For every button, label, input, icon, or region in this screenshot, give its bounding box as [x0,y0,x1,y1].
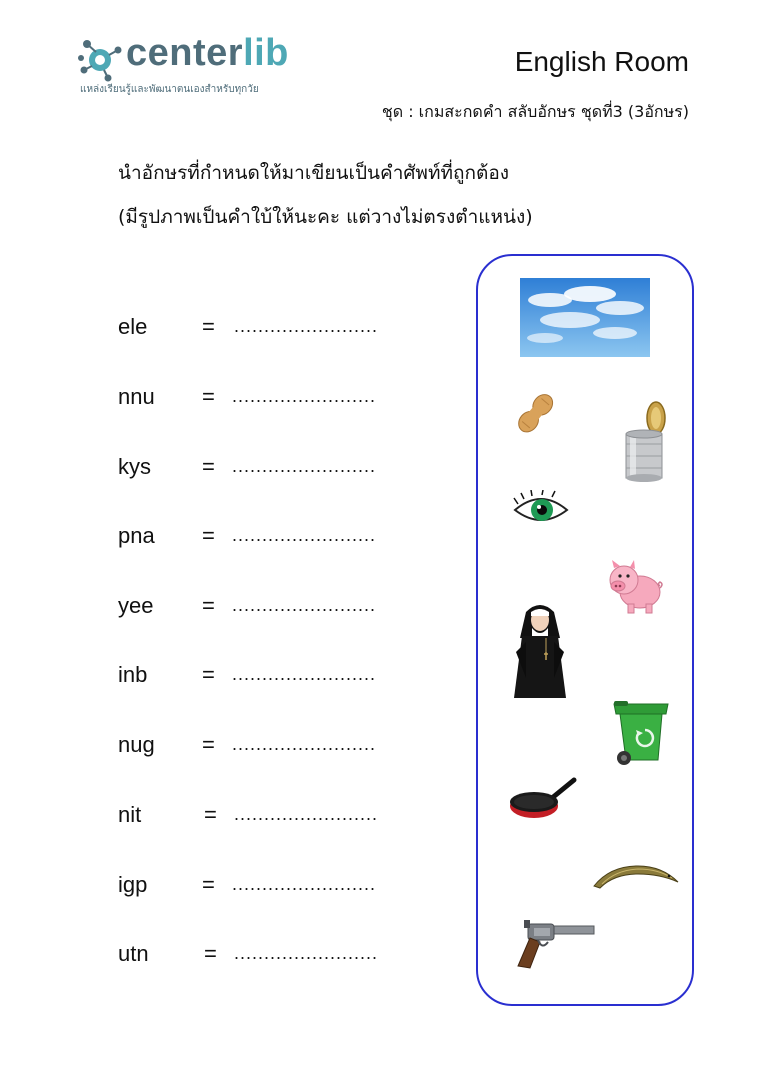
scrambled-word: nnu [118,384,155,409]
instruction-line-2: (มีรูปภาพเป็นคำใบ้ให้นะคะ แต่วางไม่ตรงตำแหน่ง) [118,206,533,228]
scrambled-word: utn [118,941,149,966]
scrambled-word: kys [118,454,151,479]
logo-name-part1: center [126,32,244,74]
equals-sign: = [202,872,215,897]
answer-blank[interactable]: ........................ [234,943,379,963]
eye-picture [512,490,570,530]
equals-sign: = [204,941,217,966]
eel-picture [590,852,682,892]
trash-bin-picture [612,700,670,768]
scrambled-word: pna [118,523,155,548]
logo-tagline: แหล่งเรียนรู้และพัฒนาตนเองสำหรับทุกวัย [80,84,259,95]
scrambled-word: nit [118,802,142,827]
centerlib-logo [78,34,308,100]
equals-sign: = [202,662,215,687]
equals-sign: = [202,314,215,339]
tin-can-picture [622,400,670,484]
frying-pan-picture [508,774,578,824]
worksheet-subtitle: ชุด : เกมสะกดคำ สลับอักษร ชุดที่3 (3อักษร) [381,102,689,121]
scrambled-word: ele [118,314,148,339]
answer-blank[interactable]: ........................ [234,804,379,824]
equals-sign: = [204,802,217,827]
answer-blank[interactable]: ........................ [232,386,377,406]
scrambled-word: nug [118,732,155,757]
logo-name-part2: lib [243,32,289,74]
answer-blank[interactable]: ........................ [232,456,377,476]
answer-blank[interactable]: ........................ [232,734,377,754]
equals-sign: = [202,732,215,757]
scrambled-word: yee [118,593,154,618]
instruction-line-1: นำอักษรที่กำหนดให้มาเขียนเป็นคำศัพท์ที่ถูกต้อง [118,162,510,184]
answer-blank[interactable]: ........................ [232,595,377,615]
peanut-picture [512,390,558,438]
picture-hint-box [476,254,694,1006]
equals-sign: = [202,523,215,548]
answer-blank[interactable]: ........................ [232,664,377,684]
pig-picture [604,558,664,616]
answer-blank[interactable]: ........................ [234,316,379,336]
page-title: English Room [514,46,689,77]
equals-sign: = [202,593,215,618]
equals-sign: = [202,384,215,409]
equals-sign: = [202,454,215,479]
logo-molecule-icon [78,36,124,82]
scrambled-word: igp [118,872,148,897]
sky-picture [520,278,650,357]
logo-wordmark [126,32,289,75]
nun-picture [512,598,568,700]
scrambled-word: inb [118,662,148,687]
answer-blank[interactable]: ........................ [232,525,377,545]
gun-picture [508,918,596,970]
answer-blank[interactable]: ........................ [232,874,377,894]
